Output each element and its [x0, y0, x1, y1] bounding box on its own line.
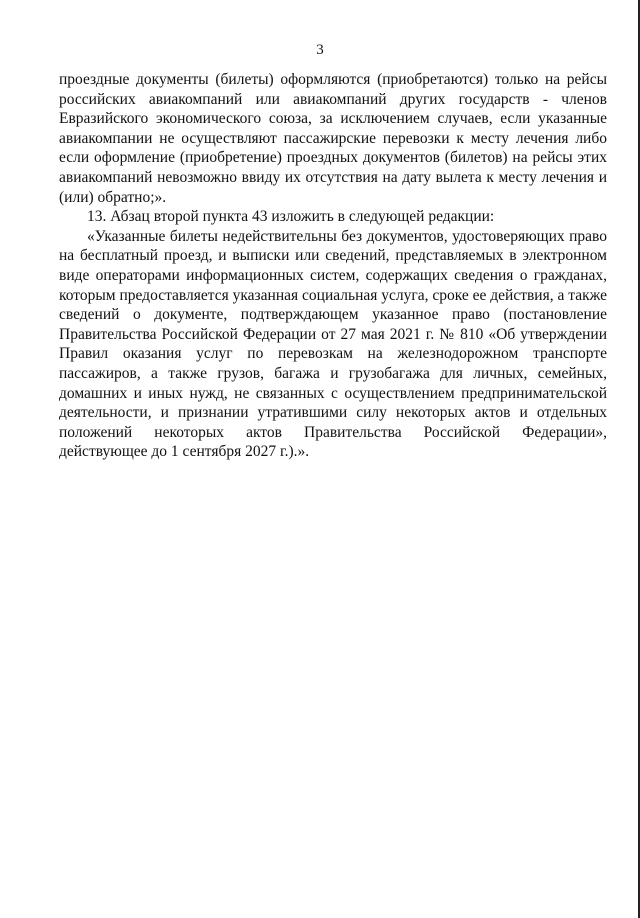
paragraph-quoted-text: «Указанные билеты недействительны без документов, удостоверяющих право на бесплатный проезд, и выписки или сведений, представляемых в электронном виде операторами информационных систем, содержащих сведения о гражданах, которым предоставляется указанная социальная услуга, сроке ее действия, а также сведений о документе, подтверждающем указанное право (постановление Правительства Российской Федерации от 27 мая 2021 г. № 810 «Об утверждении Правил оказания услуг по перевозкам на железнодорожном транспорте пассажиров, а также грузов, багажа и грузобагажа для личных, семейных, домашних и иных нужд, не связанных с осуществлением предпринимательской деятельности, и признании утратившими силу некоторых актов и отдельных положений некоторых актов Правительства Российской Федерации», действующее до 1 сентября 2027 г.).».	[59, 227, 607, 461]
paragraph-item-13: 13. Абзац второй пункта 43 изложить в следующей редакции:	[87, 208, 495, 226]
document-body	[59, 70, 607, 462]
paragraph-continuation: проездные документы (билеты) оформляются (приобретаются) только на рейсы российских авиакомпаний или авиакомпаний других государств - членов Евразийского экономического союза, за исключением случаев, если указанные авиакомпании не осуществляют пассажирские перевозки к месту лечения либо если оформление (приобретение) проездных документов (билетов) на рейсы этих авиакомпаний невозможно ввиду их отсутствия на дату вылета к месту лечения и (или) обратно;».	[59, 71, 607, 206]
page-number: 3	[316, 42, 324, 58]
